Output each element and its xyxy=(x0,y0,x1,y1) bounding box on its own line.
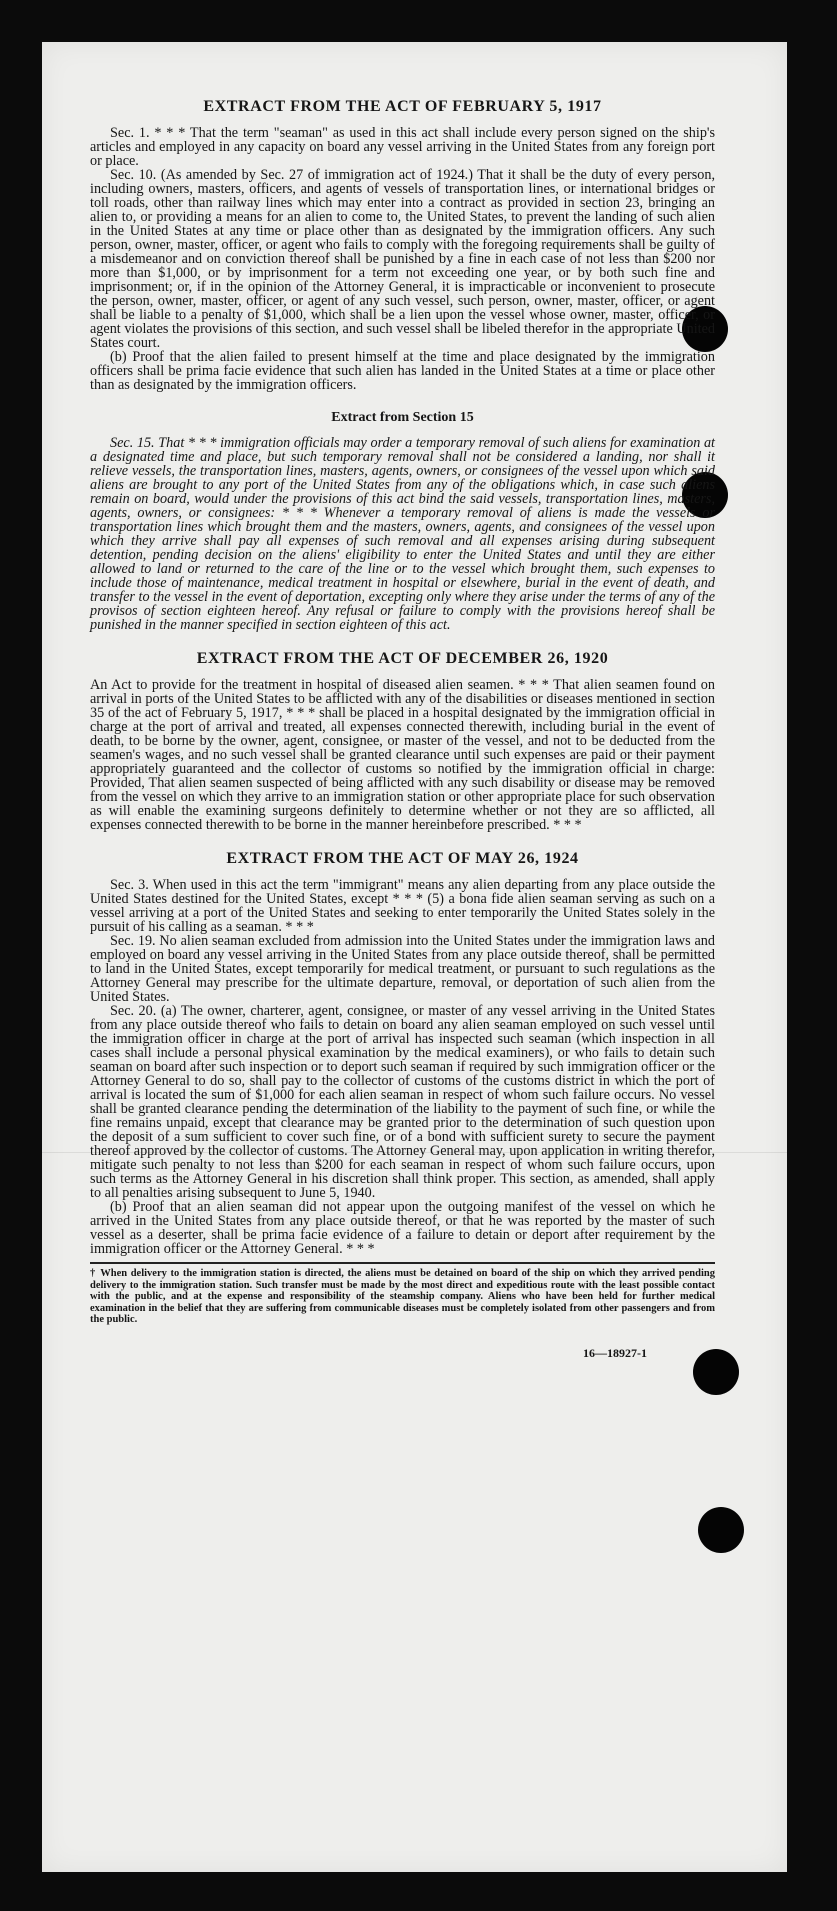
section-heading: EXTRACT FROM THE ACT OF FEBRUARY 5, 1917 xyxy=(203,98,602,115)
paragraph: Sec. 1. * * * That the term "seaman" as used in this act shall include every person signed on the ship's articles and employed in any capacity on board any vessel arriving in the United States from any foreign port or place. xyxy=(90,125,715,169)
footnote-text: When delivery to the immigration station is directed, the aliens must be detained on board of the ship on which they arrived pending delivery to the immigration station. Such transfer must be made by the most direct and expeditious route with the least possible contact with the public, and at the expense and responsibility of the steamship company. Aliens who have been held for further medical examination in the belief that they are suffering from communicable diseases must be completely isolated from other passengers and from the public. xyxy=(90,1268,715,1325)
footnote-mark: † xyxy=(90,1268,97,1279)
section-act-1924 xyxy=(90,850,715,1256)
section-act-1920 xyxy=(90,650,715,832)
punch-hole xyxy=(698,1507,744,1553)
paragraph: Sec. 20. (a) The owner, charterer, agent, consignee, or master of any vessel arriving in the United States from any place outside thereof who fails to detain on board any alien seaman employed on such vessel until the immigration officer in charge at the port of arrival has inspected such seaman (which inspection in all cases shall include a personal physical examination by the medical examiners), or who fails to detain such seaman on board after such inspection or to deport such seaman if required by such immigration officer or the Attorney General to do so, shall pay to the collector of customs of the customs district in which the port of arrival is located the sum of $1,000 for each alien seaman in respect of whom such failure occurs. No vessel shall be granted clearance pending the determination of the liability to the payment of such fine, or while the fine remains unpaid, except that clearance may be granted prior to the determination of such question upon the deposit of a sum sufficient to cover such fine, or of a bond with sufficient surety to secure the payment thereof approved by the collector of customs. The Attorney General may, upon application in writing therefor, mitigate such penalty to not less than $200 for each seaman in respect of whom such failure occurs, upon such terms as the Attorney General in his discretion shall think proper. This section, as amended, shall apply to all penalties arising subsequent to June 5, 1940. xyxy=(90,1003,715,1201)
paragraph: (b) Proof that an alien seaman did not appear upon the outgoing manifest of the vessel on which he arrived in the United States from any place outside thereof, or that he was reported by the master of such vessel as a deserter, shall be prima facie evidence of a failure to detain or deport after requirement by the immigration officer or the Attorney General. * * * xyxy=(90,1199,715,1257)
footnote xyxy=(90,1262,715,1326)
paragraph: An Act to provide for the treatment in hospital of diseased alien seamen. * * * That alien seamen found on arrival in ports of the United States to be afflicted with any of the disabilities or diseases mentioned in section 35 of the act of February 5, 1917, * * * shall be placed in a hospital designated by the immigration official in charge at the port of arrival and treated, all expenses connected therewith, including burial in the event of death, to be borne by the owner, agent, consignee, or master of the vessel, and not to be deducted from the seamen's wages, and no such vessel shall be granted clearance until such expenses are paid or their payment appropriately guaranteed and the collector of customs so notified by the immigration official in charge: Provided, That alien seamen suspected of being afflicted with any such disability or disease may be removed from the vessel on which they arrive to an immigration station or other appropriate place for such observation as will enable the examining surgeons definitely to determine whether or not they are so afflicted, all expenses connected therewith to be borne in the manner hereinbefore prescribed. * * * xyxy=(90,677,715,833)
document-text xyxy=(90,98,715,1361)
paragraph: Sec. 3. When used in this act the term "immigrant" means any alien departing from any place outside the United States destined for the United States, except * * * (5) a bona fide alien seaman serving as such on a vessel arriving at a port of the United States and seeking to enter temporarily the United States solely in the pursuit of his calling as a seaman. * * * xyxy=(90,877,715,935)
paragraph: Sec. 10. (As amended by Sec. 27 of immigration act of 1924.) That it shall be the duty of every person, including owners, masters, officers, and agents of vessels of transportation lines, or international bridges or toll roads, other than railway lines which may enter into a contract as provided in section 23, bringing an alien to, or providing a means for an alien to come to, the United States, to prevent the landing of such alien in the United States at any time or place other than as designated by the immigration officers. Any such person, owner, master, officer, or agent who fails to comply with the foregoing requirements shall be guilty of a misdemeanor and on conviction thereof shall be punished by a fine in each case of not less than $200 nor more than $1,000, or by imprisonment for a term not exceeding one year, or by both such fine and imprisonment; or, if in the opinion of the Attorney General, it is impracticable or inconvenient to prosecute the person, owner, master, officer, or agent of any such vessel, such person, owner, master, officer, or agent shall be liable to a penalty of $1,000, which shall be a lien upon the vessel whose owner, master, officer, or agent violates the provisions of this section, and such vessel shall be libeled therefor in the appropriate United States court. xyxy=(90,167,715,351)
section-heading: EXTRACT FROM THE ACT OF DECEMBER 26, 1920 xyxy=(196,650,609,667)
paragraph: (b) Proof that the alien failed to present himself at the time and place designated by the immigration officers shall be prima facie evidence that such alien has landed in the United States at a time or place other than as designated by the immigration officers. xyxy=(90,349,715,393)
section-heading: EXTRACT FROM THE ACT OF MAY 26, 1924 xyxy=(226,850,579,867)
paragraph: Sec. 19. No alien seaman excluded from admission into the United States under the immigration laws and employed on board any vessel arriving in the United States from any place outside thereof, shall be permitted to land in the United States, except temporarily for medical treatment, or pursuant to such regulations as the Attorney General may prescribe for the ultimate departure, removal, or deportation of such alien from the United States. xyxy=(90,933,715,1005)
paragraph: Sec. 15. That * * * immigration officials may order a temporary removal of such aliens for examination at a designated time and place, but such temporary removal shall not be considered a landing, nor shall it relieve vessels, the transportation lines, masters, agents, owners, or consignees of the vessel upon which said aliens are brought to any port of the United States from any of the obligations which, in case such aliens remain on board, would under the provisions of this act bind the said vessels, transportation lines, masters, agents, owners, or consignees: * * * Whenever a temporary removal of aliens is made the vessels or transportation lines which brought them and the masters, owners, agents, and consignees of the vessel upon which they arrive shall pay all expenses of such removal and all expenses arising during subsequent detention, pending decision on the aliens' eligibility to enter the United States and until they are either allowed to land or returned to the care of the line or to the vessel which brought them, such expenses to include those of maintenance, medical treatment in hospital or elsewhere, burial in the event of death, and transfer to the vessel in the event of deportation, excepting only where they arise under the terms of any of the provisos of section eighteen hereof. Any refusal or failure to comply with the provisions hereof shall be punished in the manner specified in section eighteen of this act. xyxy=(90,435,715,633)
section-act-1917 xyxy=(90,98,715,392)
form-number: 16—18927-1 xyxy=(583,1345,647,1360)
section-subheading: Extract from Section 15 xyxy=(331,410,474,425)
section-extract-15 xyxy=(90,410,715,632)
